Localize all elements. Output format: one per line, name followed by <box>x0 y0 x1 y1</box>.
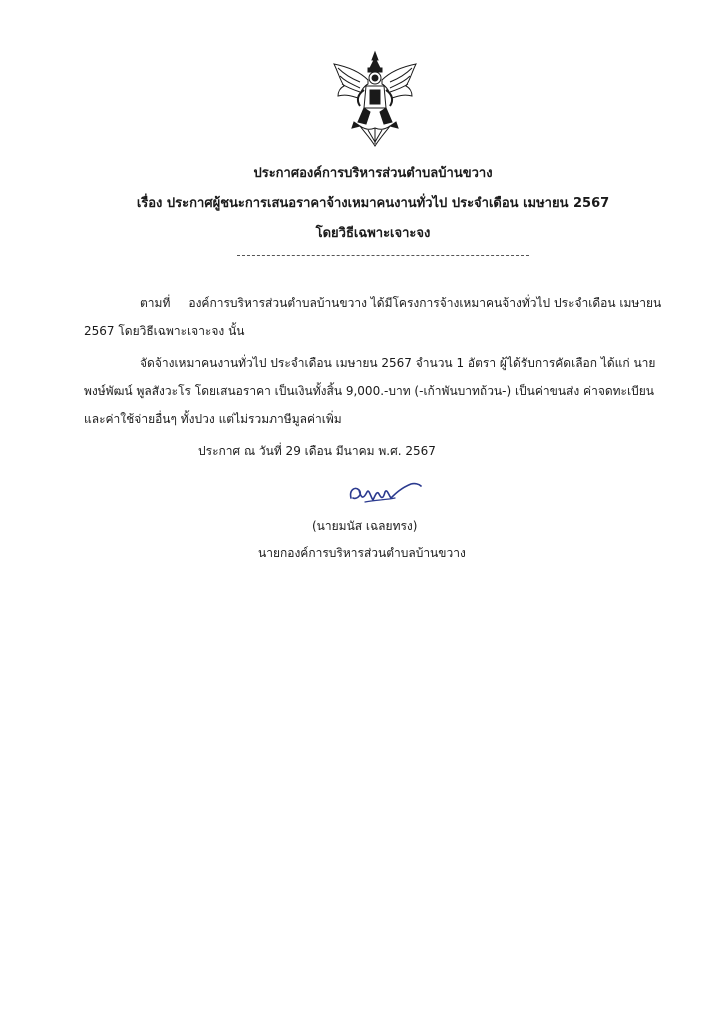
handwritten-signature <box>345 478 425 508</box>
paragraph-1-line-1-text: องค์การบริหารส่วนตำบลบ้านขวาง ได้มีโครงการจ้างเหมาคนจ้างทั่วไป ประจำเดือน เมษายน <box>188 296 662 310</box>
paragraph-1-lead: ตามที่ <box>140 296 171 310</box>
paragraph-2-line-2: พงษ์พัฒน์ พูลสังวะโร โดยเสนอราคา เป็นเงินทั้งสิ้น 9,000.-บาท (-เก้าพันบาทถ้วน-) เป็นค่าขนส่ง ค่าจดทะเบียน <box>84 384 654 398</box>
announce-date: ประกาศ ณ วันที่ 29 เดือน มีนาคม พ.ศ. 2567 <box>198 444 436 458</box>
paragraph-2-line-1: จัดจ้างเหมาคนงานทั่วไป ประจำเดือน เมษายน 2567 จำนวน 1 อัตรา ผู้ได้รับการคัดเลือก ได้แก่ นาย <box>140 356 656 370</box>
garuda-emblem-icon <box>330 50 420 148</box>
signer-name: (นายมนัส เฉลยทรง) <box>312 519 418 533</box>
paragraph-1-line-2: 2567 โดยวิธีเฉพาะเจาะจง นั้น <box>84 324 245 338</box>
document-heading-line1: ประกาศองค์การบริหารส่วนตำบลบ้านขวาง <box>253 166 493 181</box>
heading-divider <box>237 255 529 256</box>
signer-title: นายกองค์การบริหารส่วนตำบลบ้านขวาง <box>258 546 466 560</box>
document-heading-line3: โดยวิธีเฉพาะเจาะจง <box>315 226 431 241</box>
paragraph-1-line-1 <box>140 294 661 312</box>
paragraph-2-line-3: และค่าใช้จ่ายอื่นๆ ทั้งปวง แต่ไม่รวมภาษีมูลค่าเพิ่ม <box>84 412 342 426</box>
document-heading-line2: เรื่อง ประกาศผู้ชนะการเสนอราคาจ้างเหมาคนงานทั่วไป ประจำเดือน เมษายน 2567 <box>136 196 610 211</box>
